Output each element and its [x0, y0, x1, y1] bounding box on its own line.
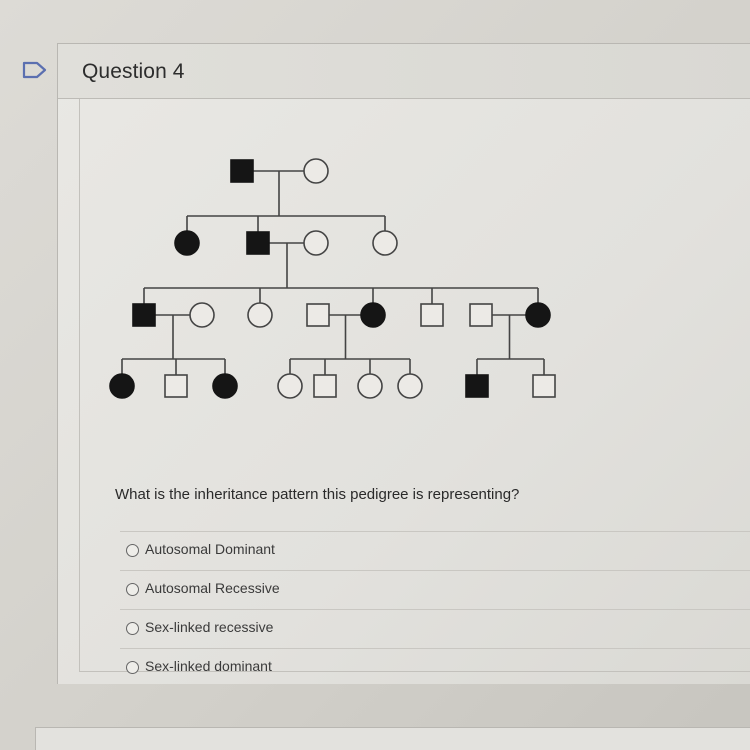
affected-female-symbol — [526, 303, 550, 327]
radio-unchecked-icon[interactable] — [126, 622, 139, 635]
answer-option-autosomal-recessive[interactable] — [120, 570, 750, 609]
unaffected-female-symbol — [373, 231, 397, 255]
pedigree-chart — [80, 99, 750, 469]
unaffected-male-symbol — [421, 304, 443, 326]
answer-option-sex-linked-recessive[interactable] — [120, 609, 750, 648]
unaffected-female-symbol — [358, 374, 382, 398]
unaffected-female-symbol — [190, 303, 214, 327]
answer-label: Autosomal Dominant — [145, 541, 275, 557]
flag-icon[interactable] — [22, 61, 48, 79]
answer-option-sex-linked-dominant[interactable] — [120, 648, 750, 687]
answer-label: Sex-linked recessive — [145, 619, 274, 635]
question-body — [79, 99, 750, 672]
unaffected-female-symbol — [278, 374, 302, 398]
unaffected-male-symbol — [314, 375, 336, 397]
question-prompt: What is the inheritance pattern this pedigree is representing? — [115, 486, 520, 503]
affected-female-symbol — [110, 374, 134, 398]
pedigree-lines — [122, 171, 544, 375]
question-header — [58, 44, 750, 99]
affected-female-symbol — [361, 303, 385, 327]
question-card — [57, 43, 750, 684]
unaffected-male-symbol — [307, 304, 329, 326]
unaffected-female-symbol — [248, 303, 272, 327]
answer-label: Autosomal Recessive — [145, 580, 280, 596]
affected-female-symbol — [175, 231, 199, 255]
question-title: Question 4 — [82, 60, 185, 83]
affected-male-symbol — [247, 232, 269, 254]
unaffected-female-symbol — [398, 374, 422, 398]
unaffected-male-symbol — [165, 375, 187, 397]
affected-female-symbol — [213, 374, 237, 398]
unaffected-female-symbol — [304, 159, 328, 183]
affected-male-symbol — [133, 304, 155, 326]
radio-unchecked-icon[interactable] — [126, 544, 139, 557]
unaffected-male-symbol — [533, 375, 555, 397]
answer-list — [120, 531, 750, 687]
unaffected-female-symbol — [304, 231, 328, 255]
unaffected-male-symbol — [470, 304, 492, 326]
answer-option-autosomal-dominant[interactable] — [120, 531, 750, 570]
answer-label: Sex-linked dominant — [145, 658, 272, 674]
radio-unchecked-icon[interactable] — [126, 661, 139, 674]
affected-male-symbol — [231, 160, 253, 182]
radio-unchecked-icon[interactable] — [126, 583, 139, 596]
next-question-card — [35, 727, 750, 750]
affected-male-symbol — [466, 375, 488, 397]
